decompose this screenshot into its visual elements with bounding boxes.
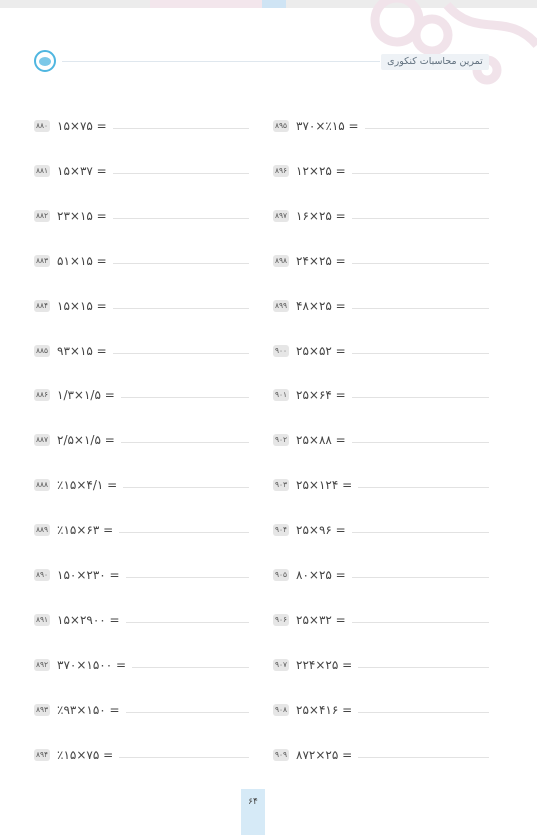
answer-line[interactable] xyxy=(365,128,489,129)
exercise-expression: ۲۵×۹۶ = xyxy=(296,523,346,538)
exercise-number: ۸۹۵ xyxy=(275,121,288,130)
exercise-number: ۸۸۲ xyxy=(36,210,49,220)
exercise-number: ۸۸۸ xyxy=(36,480,49,490)
exercise-row xyxy=(0,118,537,134)
exercise-expression: ۱۵×۳۷ = xyxy=(57,163,107,178)
exercise-expression: ۱۶×۲۵ = xyxy=(296,208,346,223)
exercise-row xyxy=(0,343,537,359)
page-title: تمرین محاسبات کنکوری xyxy=(381,54,489,70)
exercise-row xyxy=(0,298,537,314)
exercise-row xyxy=(0,747,537,763)
answer-line[interactable] xyxy=(352,622,489,623)
answer-line[interactable] xyxy=(358,667,489,668)
decorative-pattern xyxy=(337,0,537,90)
exercise-row xyxy=(0,163,537,179)
answer-line[interactable] xyxy=(352,532,489,533)
exercise-row xyxy=(0,477,537,493)
exercise-expression: ۳۷۰×٪۱۵ = xyxy=(296,119,359,133)
exercise-number: ۹۰۷ xyxy=(275,659,288,669)
exercise-number: ۹۰۳ xyxy=(275,480,288,490)
exercise-expression: ٪۱۵×۴/۱ = xyxy=(57,478,118,493)
exercise-row xyxy=(0,612,537,628)
exercise-number: ۹۰۶ xyxy=(275,614,288,624)
answer-line[interactable] xyxy=(352,577,489,578)
exercise-number: ۸۸۳ xyxy=(36,255,49,265)
answer-line[interactable] xyxy=(358,757,489,758)
exercise-number: ۸۹۷ xyxy=(275,210,288,220)
exercise-expression: ۲/۵×۱/۵ = xyxy=(57,433,115,448)
exercise-number: ۸۸۴ xyxy=(36,300,49,310)
exercise-number: ۸۸۶ xyxy=(36,390,49,400)
exercise-expression: ۲۴×۲۵ = xyxy=(296,253,346,268)
page-number: ۶۴ xyxy=(241,789,265,835)
exercise-expression: ۲۳×۱۵ = xyxy=(57,208,107,223)
exercise-expression: ۹۳×۱۵ = xyxy=(57,343,107,358)
exercise-expression: ۱۵×۲۹۰۰ = xyxy=(57,612,120,627)
exercise-expression: ۵۱×۱۵ = xyxy=(57,253,107,268)
exercise-number: ۸۸۵ xyxy=(36,345,49,355)
exercise-expression: ۸۰×۲۵ = xyxy=(296,568,346,582)
exercise-number: ۸۹۶ xyxy=(275,165,288,175)
exercise-expression: ٪۱۵×۷۵ = xyxy=(57,747,114,762)
exercise-number: ۸۹۲ xyxy=(36,659,49,669)
answer-line[interactable] xyxy=(352,397,489,398)
exercise-number: ۸۹۳ xyxy=(36,704,49,714)
exercise-expression: ۱۵×۷۵ = xyxy=(57,119,107,133)
exercise-row xyxy=(0,702,537,718)
exercise-expression: ۳۷۰×۱۵۰۰ = xyxy=(57,657,127,672)
exercise-expression: ۴۸×۲۵ = xyxy=(296,298,346,313)
exercise-expression: ۸۷۲×۲۵ = xyxy=(296,747,353,762)
exercise-row xyxy=(0,657,537,673)
exercise-number: ۸۹۸ xyxy=(275,255,288,265)
answer-line[interactable] xyxy=(352,263,489,264)
answer-line[interactable] xyxy=(352,218,489,219)
exercise-expression: ۲۲۴×۲۵ = xyxy=(296,657,353,672)
exercise-number: ۸۹۱ xyxy=(36,614,49,624)
exercise-number: ۹۰۰ xyxy=(275,345,288,355)
exercise-number: ۹۰۴ xyxy=(275,525,288,535)
top-bar-tab xyxy=(262,0,286,8)
exercise-expression: ۱۵×۱۵ = xyxy=(57,298,107,313)
exercise-expression: ۲۵×۳۲ = xyxy=(296,612,346,627)
exercise-row xyxy=(0,253,537,269)
exercise-expression: ۱۲×۲۵ = xyxy=(296,163,346,178)
exercise-expression: ۲۵×۱۲۴ = xyxy=(296,478,353,493)
exercise-expression: ۱۵۰×۲۳۰ = xyxy=(57,568,120,582)
answer-line[interactable] xyxy=(358,487,489,488)
exercise-number: ۸۹۰ xyxy=(36,570,49,579)
exercise-expression: ۲۵×۶۴ = xyxy=(296,388,346,403)
exercise-row xyxy=(0,387,537,403)
exercise-number: ۸۸۱ xyxy=(36,165,49,175)
exercise-expression: ٪۱۵×۶۳ = xyxy=(57,523,114,538)
exercise-number: ۸۸۹ xyxy=(36,525,49,535)
header-divider xyxy=(62,61,380,62)
brain-icon xyxy=(34,50,56,72)
answer-line[interactable] xyxy=(352,442,489,443)
exercise-number: ۸۹۹ xyxy=(275,300,288,310)
exercise-expression: ۲۵×۸۸ = xyxy=(296,433,346,448)
exercise-number: ۹۰۸ xyxy=(275,704,288,714)
exercise-number: ۹۰۱ xyxy=(275,390,288,400)
exercise-expression: ۲۵×۴۱۶ = xyxy=(296,702,353,717)
exercise-number: ۹۰۵ xyxy=(275,570,288,579)
exercise-expression: ۱/۳×۱/۵ = xyxy=(57,388,115,403)
exercise-number: ۸۹۴ xyxy=(36,749,49,759)
exercise-row xyxy=(0,432,537,448)
exercise-expression: ۲۵×۵۲ = xyxy=(296,343,346,358)
exercise-row xyxy=(0,567,537,583)
exercise-row xyxy=(0,208,537,224)
answer-line[interactable] xyxy=(352,353,489,354)
exercise-number: ۸۸۰ xyxy=(36,121,49,130)
exercise-expression: ٪۹۳×۱۵۰ = xyxy=(57,702,120,717)
answer-line[interactable] xyxy=(352,308,489,309)
exercise-number: ۹۰۲ xyxy=(275,435,288,445)
top-bar-accent xyxy=(150,0,280,8)
exercise-number: ۸۸۷ xyxy=(36,435,49,445)
answer-line[interactable] xyxy=(358,712,489,713)
exercise-row xyxy=(0,522,537,538)
exercise-number: ۹۰۹ xyxy=(275,749,288,759)
answer-line[interactable] xyxy=(352,173,489,174)
